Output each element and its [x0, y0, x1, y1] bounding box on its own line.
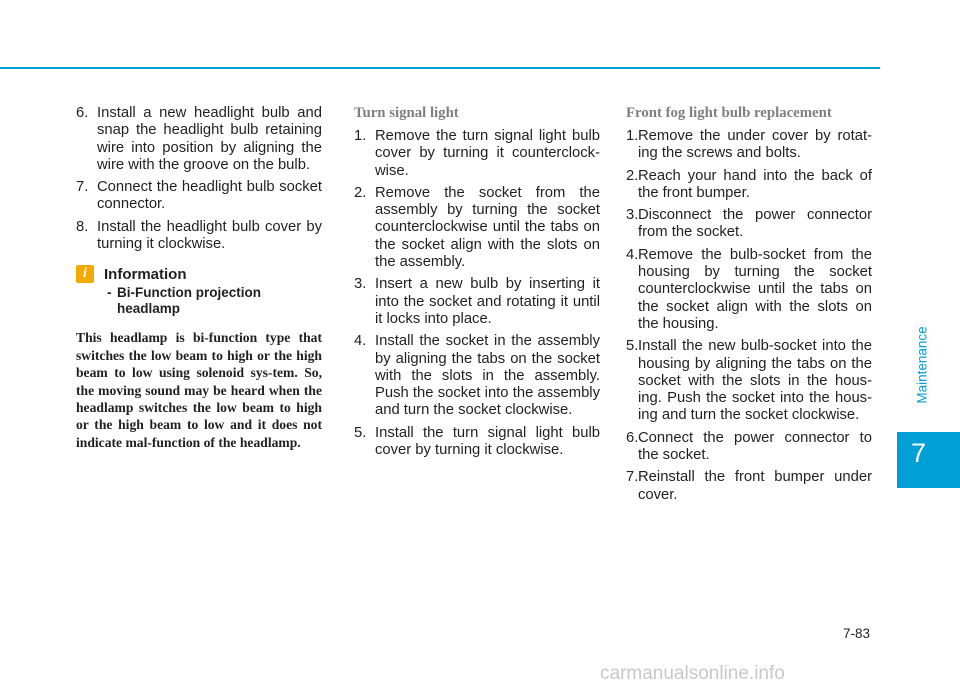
list-item: 5. Install the turn signal light bulb cover by turning it clockwise. — [354, 424, 600, 459]
section-heading: Turn signal light — [354, 105, 459, 121]
fog-light-steps — [626, 128, 872, 504]
list-item: 5. Install the new bulb-socket into the housing by aligning the tabs on the socket with the slots in the hous-ing. Push the socket into the hous-ing and turn the socket clockwise. — [626, 338, 872, 424]
page-number: 7-83 — [843, 626, 871, 641]
watermark: carmanualsonline.info — [600, 663, 785, 684]
list-item: 4. Install the socket in the assembly by aligning the tabs on the socket with the slots in the assembly. Push the socket into the assembly and turn the socket clockwise. — [354, 333, 600, 419]
list-item: 6. Install a new headlight bulb and snap the headlight bulb retaining wire into position by aligning the wire with the groove on the bulb. — [76, 105, 322, 173]
information-subtitle: - Bi-Function projection headlamp — [107, 285, 261, 317]
chapter-tab — [897, 432, 960, 488]
header-rule — [0, 67, 880, 69]
list-item: 7. Connect the headlight bulb socket connector. — [76, 179, 322, 213]
list-item: 6. Connect the power connector to the socket. — [626, 429, 872, 464]
information-box — [76, 265, 322, 451]
list-item: 1. Remove the turn signal light bulb cover by turning it counterclock-wise. — [354, 128, 600, 179]
list-item: 3. Insert a new bulb by inserting it into the socket and rotating it until it locks into place. — [354, 276, 600, 327]
information-body: This headlamp is bi-function type that switches the low beam to high or the high beam to low using solenoid sys-tem. So, the moving sound may be heard when the headlamp switches the low beam to high or the high beam to low and it does not indicate mal-function of the headlamp. — [76, 330, 322, 450]
column-3 — [626, 105, 872, 509]
column-2 — [354, 105, 600, 464]
column-1 — [76, 105, 322, 451]
list-item: 2. Reach your hand into the back of the front bumper. — [626, 167, 872, 201]
list-item: 8. Install the headlight bulb cover by turning it clockwise. — [76, 218, 322, 253]
list-item: 4. Remove the bulb-socket from the housing by turning the socket counterclockwise until the tabs on the socket align with the slots on the housing. — [626, 246, 872, 332]
section-label: Maintenance — [914, 326, 930, 404]
section-heading: Front fog light bulb replacement — [626, 105, 832, 121]
information-title: Information — [104, 265, 187, 283]
turn-signal-steps — [354, 128, 600, 459]
info-icon: i — [76, 265, 94, 283]
chapter-number: 7 — [911, 438, 927, 468]
list-item: 3. Disconnect the power connector from the socket. — [626, 207, 872, 241]
list-item: 2. Remove the socket from the assembly by turning the socket counterclockwise until the tabs on the socket align with the slots on the assembly. — [354, 184, 600, 271]
headlight-steps — [76, 105, 322, 253]
list-item: 1. Remove the under cover by rotat-ing the screws and bolts. — [626, 128, 872, 162]
list-item: 7. Reinstall the front bumper under cover. — [626, 469, 872, 503]
